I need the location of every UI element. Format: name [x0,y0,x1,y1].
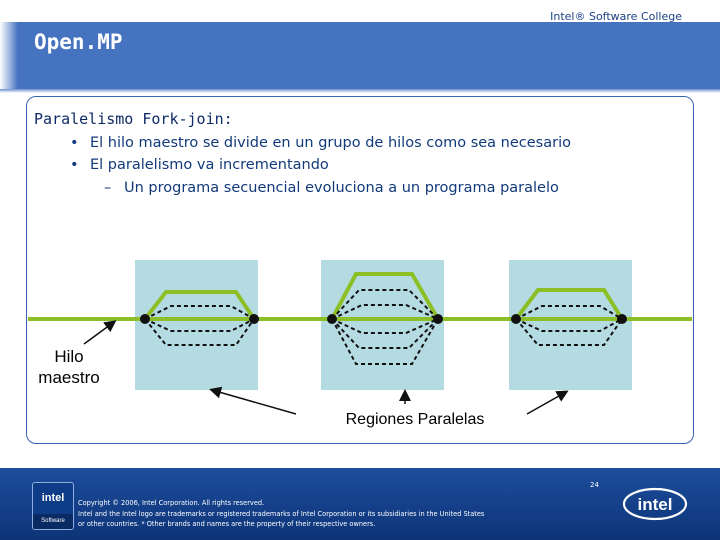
software-logo-word: intel [41,492,65,504]
dash-marker: – [104,180,112,196]
master-thread-label-line2: maestro [38,368,100,387]
intel-logo [622,486,688,522]
parallel-region-1 [135,260,258,390]
copyright-notice [78,498,484,530]
master-label-arrow [84,322,114,344]
brand-text: Intel® Software College [550,10,682,23]
parallel-regions-label: Regiones Paralelas [345,411,485,428]
bullet-marker: • [70,135,79,151]
copyright-line: Intel and the Intel logo are trademarks or registered trademarks of Intel Corporation or its subsidiaries in the United States [78,509,485,518]
section-heading: Paralelismo Fork-join: [34,110,233,128]
bullet-text: El paralelismo va incrementando [90,157,329,173]
region-3-arrow [527,392,566,414]
intel-logo-text: intel [637,495,673,514]
parallel-region-3 [509,260,632,390]
master-thread-label-line1: Hilo [54,347,84,366]
copyright-line: or other countries. * Other brands and names are the property of their respective owners. [78,520,376,528]
intel-software-logo [32,482,74,530]
page-number: 24 [590,481,599,489]
master-thread-label [24,346,114,388]
copyright-line: Copyright © 2006, Intel Corporation. All rights reserved. [78,499,265,507]
software-logo-caption: Software [33,514,73,529]
bullet-marker: • [70,157,79,173]
region-1-arrow [212,390,296,414]
bullet-text: Un programa secuencial evoluciona a un programa paralelo [124,180,559,196]
slide-title: Open.MP [34,30,123,54]
bullet-text: El hilo maestro se divide en un grupo de hilos como sea necesario [90,135,571,151]
